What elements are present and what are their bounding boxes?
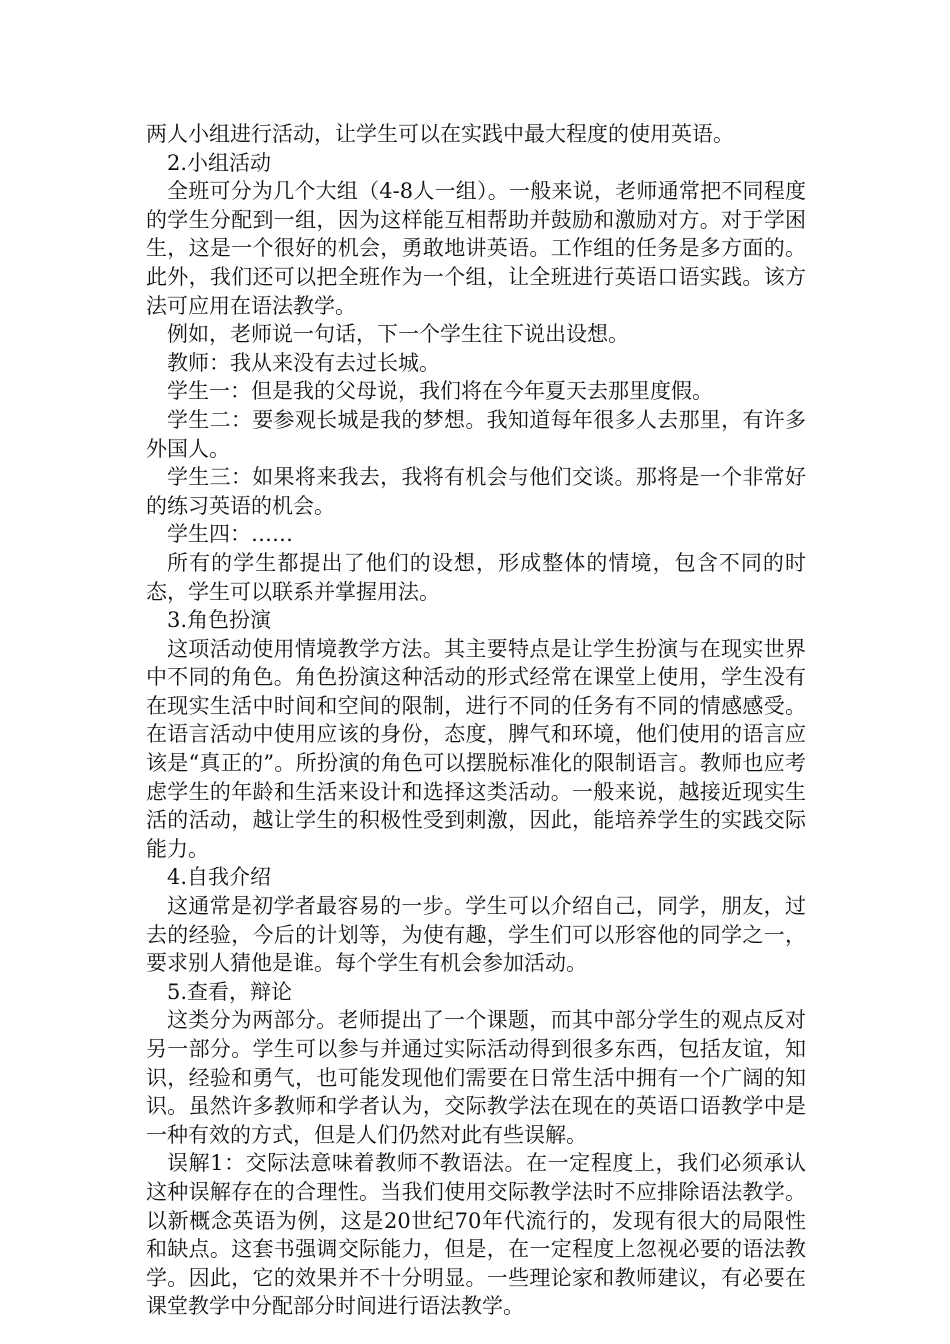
heading-debate: 5.查看，辩论 — [167, 979, 293, 1004]
heading-role-play: 3.角色扮演 — [167, 608, 272, 633]
paragraph-self-introduction: 这通常是初学者最容易的一步。学生可以介绍自己，同学，朋友，过去的经验，今后的计划等，为使有趣，学生们可以形容他的同学之一，要求别人猜他是谁。每个学生有机会参加活动。 — [146, 894, 806, 976]
paragraph-role-play: 这项活动使用情境教学方法。其主要特点是让学生扮演与在现实世界中不同的角色。角色扮演这种活动的形式经常在课堂上使用，学生没有在现实生活中时间和空间的限制，进行不同的任务有不同的情感感受。在语言活动中使用应该的身份，态度，脾气和环境，他们使用的语言应该是“真正的”。所扮演的角色可以摆脱标准化的限制语言。教师也应考虑学生的年龄和生活来设计和选择这类活动。一般来说，越接近现实生活的活动，越让学生的积极性受到刺激，因此，能培养学生的实践交际能力。 — [146, 636, 806, 861]
heading-group-activity: 2.小组活动 — [167, 150, 272, 175]
heading-self-introduction: 4.自我介绍 — [167, 865, 272, 890]
dialogue-student-1: 学生一：但是我的父母说，我们将在今年夏天去那里度假。 — [167, 379, 713, 404]
paragraph-summary: 所有的学生都提出了他们的设想，形成整体的情境，包含不同的时态，学生可以联系并掌握用法。 — [146, 550, 806, 604]
paragraph-misconception-1: 误解1：交际法意味着教师不教语法。在一定程度上，我们必须承认这种误解存在的合理性。当我们使用交际教学法时不应排除语法教学。以新概念英语为例，这是20世纪70年代流行的，发现有很大的局限性和缺点。这套书强调交际能力，但是，在一定程度上忽视必要的语法教学。因此，它的效果并不十分明显。一些理论家和教师建议，有必要在课堂教学中分配部分时间进行语法教学。 — [146, 1151, 806, 1319]
dialogue-teacher: 教师：我从来没有去过长城。 — [167, 350, 440, 375]
paragraph-group-activity: 全班可分为几个大组（4-8人一组）。一般来说，老师通常把不同程度的学生分配到一组，因为这样能互相帮助并鼓励和激励对方。对于学困生，这是一个很好的机会，勇敢地讲英语。工作组的任务是多方面的。此外，我们还可以把全班作为一个组，让全班进行英语口语实践。该方法可应用在语法教学。 — [146, 179, 806, 318]
paragraph-example-intro: 例如，老师说一句话，下一个学生往下说出设想。 — [167, 322, 629, 347]
dialogue-student-3: 学生三：如果将来我去，我将有机会与他们交谈。那将是一个非常好的练习英语的机会。 — [146, 465, 806, 518]
dialogue-student-2: 学生二：要参观长城是我的梦想。我知道每年很多人去那里，有许多外国人。 — [146, 407, 806, 461]
paragraph-debate: 这类分为两部分。老师提出了一个课题，而其中部分学生的观点反对另一部分。学生可以参与并通过实际活动得到很多东西，包括友谊，知识，经验和勇气，也可能发现他们需要在日常生活中拥有一个广阔的知识。虽然许多教师和学者认为，交际教学法在现在的英语口语教学中是一种有效的方式，但是人们仍然对此有些误解。 — [146, 1008, 806, 1147]
dialogue-student-4: 学生四：…… — [167, 522, 293, 547]
document-page — [146, 120, 806, 1321]
paragraph-continuation: 两人小组进行活动，让学生可以在实践中最大程度的使用英语。 — [146, 122, 734, 146]
